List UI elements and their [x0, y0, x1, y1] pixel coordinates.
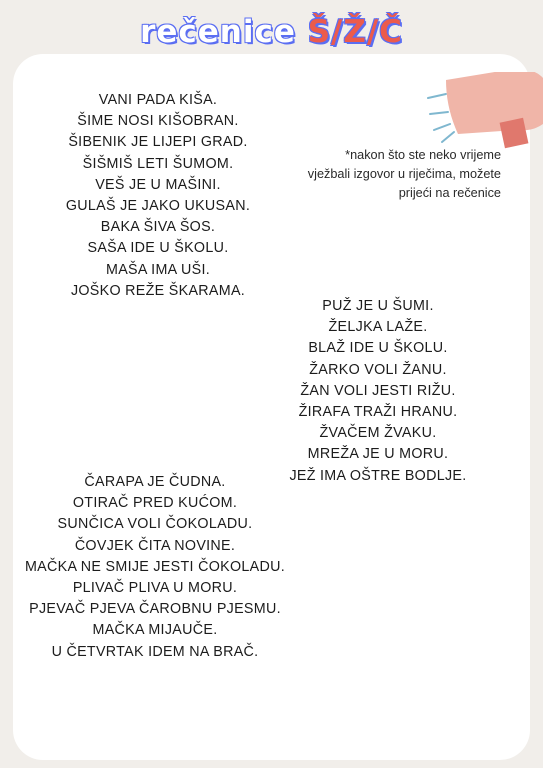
sentence-line: JEŽ IMA OŠTRE BODLJE.	[289, 467, 467, 484]
sentence-line: SAŠA IDE U ŠKOLU.	[87, 240, 229, 257]
sentence-line: ŠIŠMIŠ LETI ŠUMOM.	[82, 155, 234, 172]
sentence-line: MAŠA IMA UŠI.	[105, 261, 210, 278]
page-title	[0, 14, 543, 50]
title-letters: Š/Ž/Č	[307, 14, 403, 50]
sound-line	[442, 132, 454, 142]
sentence-line: U ČETVRTAK IDEM NA BRAČ.	[51, 643, 259, 660]
sentence-line: ŠIBENIK JE LIJEPI GRAD.	[68, 134, 248, 151]
sound-line	[428, 94, 446, 98]
sentence-line: PLIVAČ PLIVA U MORU.	[72, 580, 238, 597]
sentence-line: OTIRAČ PRED KUĆOM.	[72, 495, 238, 512]
sound-line	[434, 124, 450, 130]
sentence-line: ŠIME NOSI KIŠOBRAN.	[77, 113, 239, 130]
sentence-line: MREŽA JE U MORU.	[307, 446, 449, 463]
sentence-list-s	[38, 90, 278, 302]
sentence-line: VEŠ JE U MAŠINI.	[95, 176, 221, 193]
sentence-list-c	[18, 472, 292, 663]
sentence-line: BLAŽ IDE U ŠKOLU.	[308, 340, 448, 357]
sentence-line: ŽAN VOLI JESTI RIŽU.	[300, 382, 456, 399]
sentence-line: SUNČICA VOLI ČOKOLADU.	[57, 516, 253, 533]
sentence-line: ŽIRAFA TRAŽI HRANU.	[298, 404, 458, 421]
sentence-line: PUŽ JE U ŠUMI.	[322, 298, 434, 314]
sentence-line: ŽELJKA LAŽE.	[328, 319, 428, 336]
sentence-line: VANI PADA KIŠA.	[98, 92, 218, 108]
sentence-line: GULAŠ JE JAKO UKUSAN.	[65, 198, 251, 215]
sentence-list-z	[268, 296, 488, 487]
sentence-line: ŽVAČEM ŽVAKU.	[319, 425, 437, 442]
megaphone-body	[446, 72, 543, 134]
sentence-line: MAČKA NE SMIJE JESTI ČOKOLADU.	[24, 558, 286, 575]
instruction-note: *nakon što ste neko vrijeme vježbali izgovor u riječima, možete prijeći na rečenice	[307, 148, 501, 201]
sentence-line: MAČKA MIJAUČE.	[92, 622, 218, 639]
sentence-line: ČARAPA JE ČUDNA.	[84, 474, 226, 490]
sound-line	[430, 112, 448, 114]
sentence-line: BAKA ŠIVA ŠOS.	[100, 219, 216, 236]
sentence-line: ŽARKO VOLI ŽANU.	[309, 361, 447, 378]
title-word: rečenice	[140, 14, 296, 50]
sentence-line: JOŠKO REŽE ŠKARAMA.	[70, 282, 246, 299]
sentence-line: ČOVJEK ČITA NOVINE.	[74, 537, 236, 554]
sentence-line: PJEVAČ PJEVA ČAROBNU PJESMU.	[29, 601, 281, 618]
